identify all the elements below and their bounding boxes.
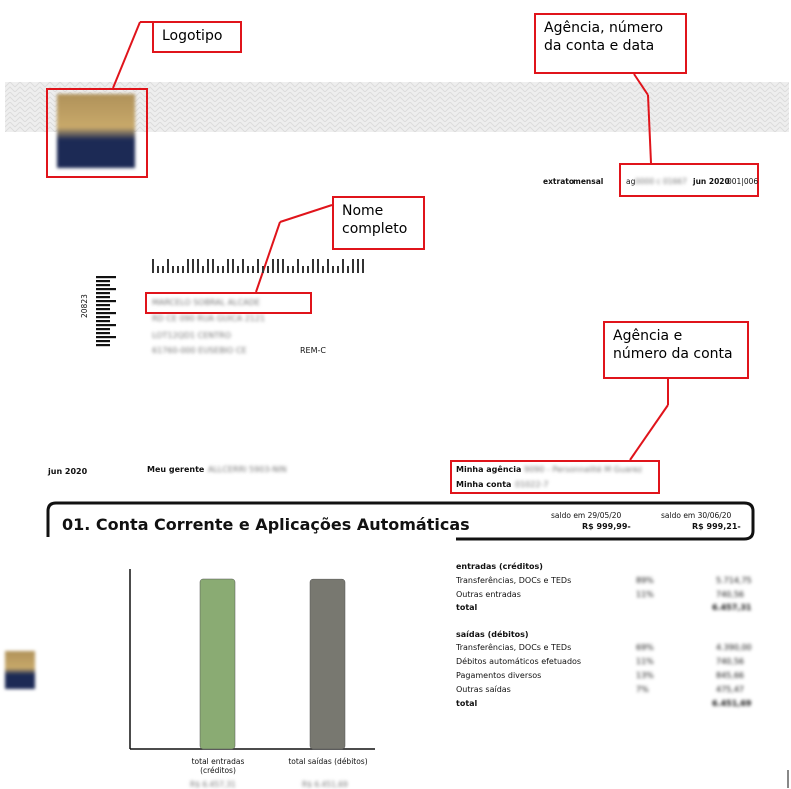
saldo2-label: saldo em 30/06/20 (661, 511, 732, 520)
address-street: RD CE 090 RUA GUICA 2121 (152, 314, 266, 323)
entradas-total-label: total (456, 603, 478, 612)
entradas-row-percent: 11% (636, 590, 654, 599)
entradas-row-label: Transferências, DOCs e TEDs (456, 576, 572, 585)
callout-agencia-data-line1: Agência, número (544, 20, 664, 36)
agencia-value: 9090 - Personnalité M Guarez (524, 465, 643, 474)
address-code: 20823 (80, 294, 89, 318)
bar-saidas (310, 579, 345, 749)
value-label-entradas: R$ 6.457,31 (190, 780, 236, 789)
saldo1-label: saldo em 29/05/20 (551, 511, 622, 520)
address-tag: REM-C (300, 346, 326, 355)
saidas-row-percent: 7% (636, 685, 649, 694)
saidas-row-percent: 69% (636, 643, 654, 652)
saidas-row-percent: 13% (636, 671, 654, 680)
section-title: 01. Conta Corrente e Aplicações Automáticas (62, 515, 470, 534)
saidas-row-label: Transferências, DOCs e TEDs (456, 643, 572, 652)
agencia-label: Minha agência (456, 465, 522, 474)
customer-name: MARCELO SOBRAL ALCADE (152, 298, 260, 307)
entradas-total-value: 6.457,31 (712, 603, 752, 612)
entradas-header: entradas (créditos) (456, 562, 543, 571)
callout-agencia-data-line2: da conta e data (544, 38, 655, 54)
conta-value: 01022-7 (515, 480, 549, 489)
entradas-row-value: 5.714,75 (716, 576, 752, 585)
value-label-saidas: R$ 6.451,69 (302, 780, 348, 789)
callout-agencia-conta-line1: Agência e (613, 328, 683, 344)
bar-entradas (200, 579, 235, 749)
saidas-row-value: 740,56 (716, 657, 744, 666)
statement-date: jun 2020 (693, 177, 730, 186)
address-complement: LOT12QD1 CENTRO (152, 331, 231, 340)
saidas-row-value: 845,66 (716, 671, 744, 680)
gerente-label: Meu gerente (147, 465, 205, 474)
saidas-header: saídas (débitos) (456, 630, 529, 639)
mensal-label: mensal (573, 177, 604, 186)
ag-prefix: ag (626, 177, 636, 186)
saidas-total-value: 6.451,69 (712, 699, 752, 708)
entradas-row-percent: 89% (636, 576, 654, 585)
callout-agencia-conta-line2: número da conta (613, 346, 733, 362)
saidas-row-label: Outras saídas (456, 685, 511, 694)
saidas-total-label: total (456, 699, 478, 708)
info-date: jun 2020 (48, 467, 88, 476)
entradas-row-value: 740,56 (716, 590, 744, 599)
extrato-label: extrato (543, 177, 575, 186)
page-number: 001|006 (727, 177, 759, 186)
gerente-value: ALLCERRI 5903-NIN (208, 465, 287, 474)
category-label-saidas: total saídas (débitos) (288, 757, 368, 766)
callout-nome-line1: Nome (342, 203, 384, 219)
saidas-row-value: 475,47 (716, 685, 744, 694)
ag-value: 0000 c 01667 (635, 177, 687, 186)
category-label-entradas: total entradas (créditos) (191, 757, 245, 775)
entradas-row-label: Outras entradas (456, 590, 521, 599)
saidas-row-value: 4.390,00 (716, 643, 752, 652)
address-city: 61760-000 EUSEBIO CE (152, 346, 247, 355)
saldo2-value: R$ 999,21- (692, 522, 741, 531)
saidas-row-percent: 11% (636, 657, 654, 666)
callout-logotipo-text: Logotipo (162, 28, 223, 44)
saidas-row-label: Pagamentos diversos (456, 671, 542, 680)
saidas-row-label: Débitos automáticos efetuados (456, 657, 582, 666)
saldo1-value: R$ 999,99- (582, 522, 631, 531)
conta-label: Minha conta (456, 480, 512, 489)
callout-nome-line2: completo (342, 221, 408, 237)
